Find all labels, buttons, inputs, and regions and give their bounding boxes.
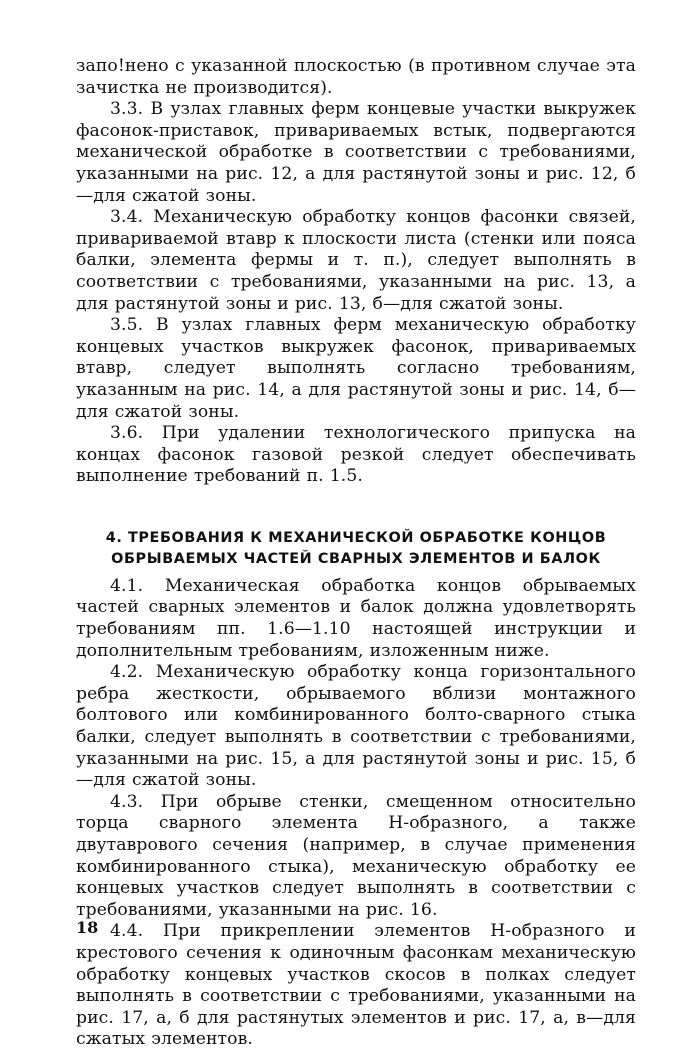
page-number: 18 xyxy=(76,918,99,937)
paragraph-3-5: 3.5. В узлах главных ферм механическую обработку концевых участков выкружек фасонок, привариваемых втавр, следует выполнять согласно требованиям, указанным на рис. 14, а для растянутой зоны и рис. 14, б—для сжатой зоны. xyxy=(76,315,636,422)
paragraph-3-6: 3.6. При удалении технологического припуска на концах фасонок газовой резкой следует обеспечивать выполнение требований п. 1.5. xyxy=(76,423,636,487)
text-block-section-4 xyxy=(76,576,636,1051)
document-page xyxy=(76,56,636,1051)
section-heading: 4. ТРЕБОВАНИЯ К МЕХАНИЧЕСКОЙ ОБРАБОТКЕ КОНЦОВ ОБРЫВАЕМЫХ ЧАСТЕЙ СВАРНЫХ ЭЛЕМЕНТОВ И БАЛОК xyxy=(105,529,607,567)
paragraph-4-2: 4.2. Механическую обработку конца горизонтального ребра жесткости, обрываемого вблизи монтажного болтового или комбинированного болто-сварного стыка балки, следует выполнять в соответствии с требованиями, указанными на рис. 15, а для растянутой зоны и рис. 15, б—для сжатой зоны. xyxy=(76,662,636,791)
paragraph-3-4: 3.4. Механическую обработку концов фасонки связей, привариваемой втавр к плоскости листа (стенки или пояса балки, элемента фермы и т. п.), следует выполнять в соответствии с требованиями, указанными на рис. 13, а для растянутой зоны и рис. 13, б—для сжатой зоны. xyxy=(76,207,636,314)
text-block-section-3 xyxy=(76,56,636,488)
paragraph-4-4: 4.4. При прикреплении элементов Н-образного и крестового сечения к одиночным фасонкам механическую обработку концевых участков скосов в полках следует выполнять в соответствии с требованиями, указанными на рис. 17, а, б для растянутых элементов и рис. 17, а, в—для сжатых элементов. xyxy=(76,921,636,1050)
paragraph-continuation: запо!нено с указанной плоскостью (в противном случае эта зачистка не производится). xyxy=(76,56,636,98)
paragraph-4-1: 4.1. Механическая обработка концов обрываемых частей сварных элементов и балок должна удовлетворять требованиям пп. 1.6—1.10 настоящей инструкции и дополнительным требованиям, изложенным ниже. xyxy=(76,575,636,661)
paragraph-4-3: 4.3. При обрыве стенки, смещенном относительно торца сварного элемента Н-образного, а также двутаврового сечения (например, в случае применения комбинированного стыка), механическую обработку ее концевых участков следует выполнять в соответствии с требованиями, указанными на рис. 16. xyxy=(76,791,636,920)
paragraph-3-3: 3.3. В узлах главных ферм концевые участки выкружек фасонок-приставок, привариваемых встык, подвергаются механической обработке в соответствии с требованиями, указанными на рис. 12, а для растянутой зоны и рис. 12, б—для сжатой зоны. xyxy=(76,99,636,206)
